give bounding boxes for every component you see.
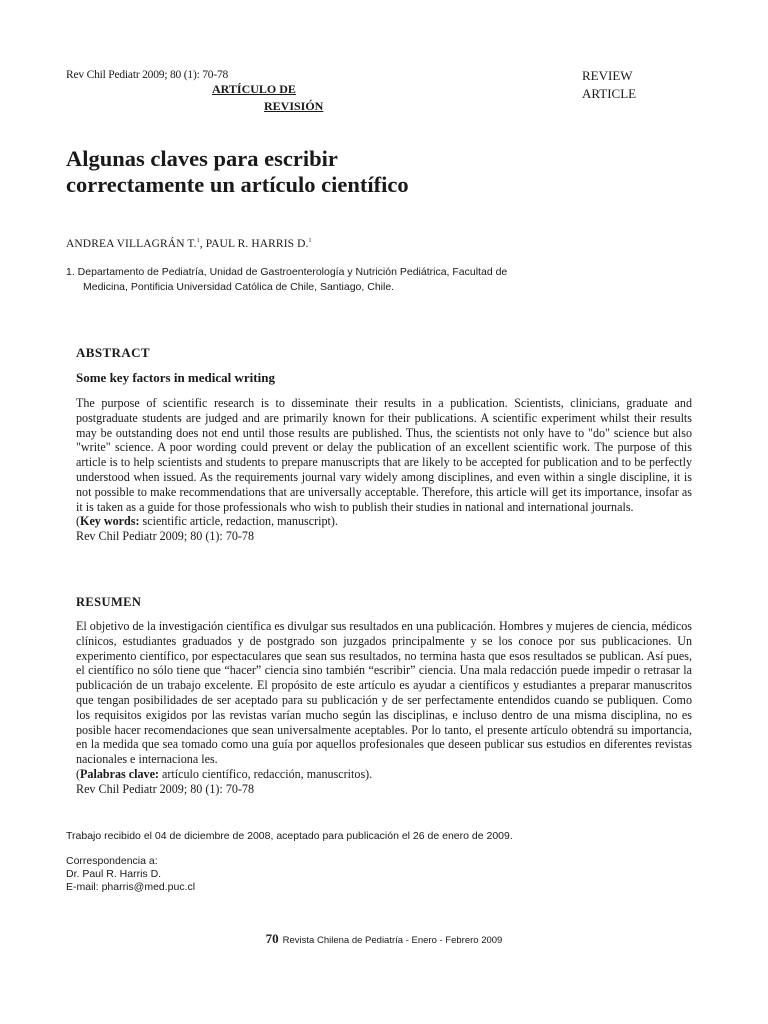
affiliation-line2: Medicina, Pontificia Universidad Católica de Chile, Santiago, Chile. (83, 281, 395, 293)
palabras-clave (76, 767, 692, 782)
palabras-clave-open-paren: ( (76, 766, 81, 781)
author-name: ANDREA VILLAGRÁN T. (66, 238, 197, 250)
journal-citation-header: Rev Chil Pediatr 2009; 80 (1): 70-78 (66, 69, 229, 81)
correspondence-label: Correspondencia a: (66, 855, 158, 867)
resumen-section (76, 619, 692, 797)
review-label-line2: ARTICLE (582, 86, 637, 101)
resumen-heading: RESUMEN (76, 595, 142, 609)
keywords-values: scientific article, redaction, manuscript). (139, 514, 338, 529)
title-line1: Algunas claves para escribir (66, 146, 338, 171)
abstract-body: The purpose of scientific research is to disseminate their results in a publication. Scientists, clinicians, graduate and postgraduate students are judged and are primarily known for their publications. A scientific experiment whilst their results may be outstanding does not end until those results are published. Thus, the scientists not only have to "do" science but also "write" science. A poor wording could prevent or delay the publication of an excellent scientific work. The purpose of this article is to help scientists and students to prepare manuscripts that are likely to be accepted for publication and to be perfectly understood when issued. As the requirements journal vary widely among disciplines, and even within a single discipline, it is not possible to make recommendations that are universally acceptable. Therefore, this article will get its importance, insofar as it is taken as a guide for those professionals who wish to publish their studies in national and international journals. (76, 396, 692, 514)
abstract-heading: ABSTRACT (76, 345, 150, 360)
section-type-line1: ARTÍCULO DE (212, 82, 296, 96)
page-footer (0, 931, 768, 947)
title-line2: correctamente un artículo científico (66, 172, 409, 197)
affiliation (66, 265, 646, 295)
correspondence-block (66, 855, 195, 894)
author-affiliation-marker: 1 (196, 238, 200, 245)
article-title (66, 146, 706, 198)
affiliation-line1: 1. Departamento de Pediatría, Unidad de Gastroenterología y Nutrición Pediátrica, Facultad de (66, 266, 508, 278)
author-list (66, 238, 312, 250)
correspondence-name: Dr. Paul R. Harris D. (66, 868, 162, 880)
page-number: 70 (265, 931, 279, 946)
received-date-note: Trabajo recibido el 04 de diciembre de 2008, aceptado para publicación el 26 de enero de 2009. (66, 830, 513, 842)
palabras-clave-label: Palabras clave: (80, 766, 159, 781)
author-name: PAUL R. HARRIS D. (205, 238, 309, 250)
section-type-english (582, 67, 636, 103)
correspondence-email: E-mail: pharris@med.puc.cl (66, 881, 196, 893)
english-title: Some key factors in medical writing (76, 370, 275, 385)
resumen-citation: Rev Chil Pediatr 2009; 80 (1): 70-78 (76, 781, 255, 796)
review-label-line1: REVIEW (582, 68, 633, 83)
author-affiliation-marker: 1 (308, 238, 312, 245)
abstract-section (76, 396, 692, 544)
author-separator: , (199, 238, 206, 250)
keywords-label: Key words: (80, 514, 140, 529)
keywords (76, 514, 692, 529)
section-type-spanish (212, 81, 337, 115)
footer-journal: Revista Chilena de Pediatría - Enero - Febrero 2009 (282, 935, 503, 946)
keywords-open-paren: ( (76, 514, 81, 529)
resumen-body: El objetivo de la investigación científica es divulgar sus resultados en una publicación. Hombres y mujeres de ciencia, médicos clínicos, estudiantes graduados y de postgrado son juzgados principalmente y se los conoce por sus publicaciones. Un experimento científico, por espectaculares que sean sus resultados, no termina hasta que esos resultados se publican. Así pues, el científico no sólo tiene que “hacer” ciencia sino también “escribir” ciencia. Una mala redacción puede impedir o retrasar la publicación de un trabajo excelente. El propósito de este artículo es ayudar a científicos y estudiantes a preparar manuscritos que tengan posibilidades de ser aceptado para su publicación y de ser perfectamente entendidos cuando se publiquen. Como los requisitos exigidos por las revistas varían mucho según las disciplinas, e incluso dentro de una misma disciplina, no es posible hacer recomendaciones que sean universalmente aceptables. Por lo tanto, el presente artículo obtendrá su importancia, en la medida que sea tomado como una guía por aquellos profesionales que deseen publicar sus estudios en diferentes revistas nacionales e internaciona les. (76, 619, 692, 767)
section-type-line2: REVISIÓN (264, 99, 324, 113)
palabras-clave-values: artículo científico, redacción, manuscritos). (158, 766, 373, 781)
abstract-citation: Rev Chil Pediatr 2009; 80 (1): 70-78 (76, 529, 255, 544)
